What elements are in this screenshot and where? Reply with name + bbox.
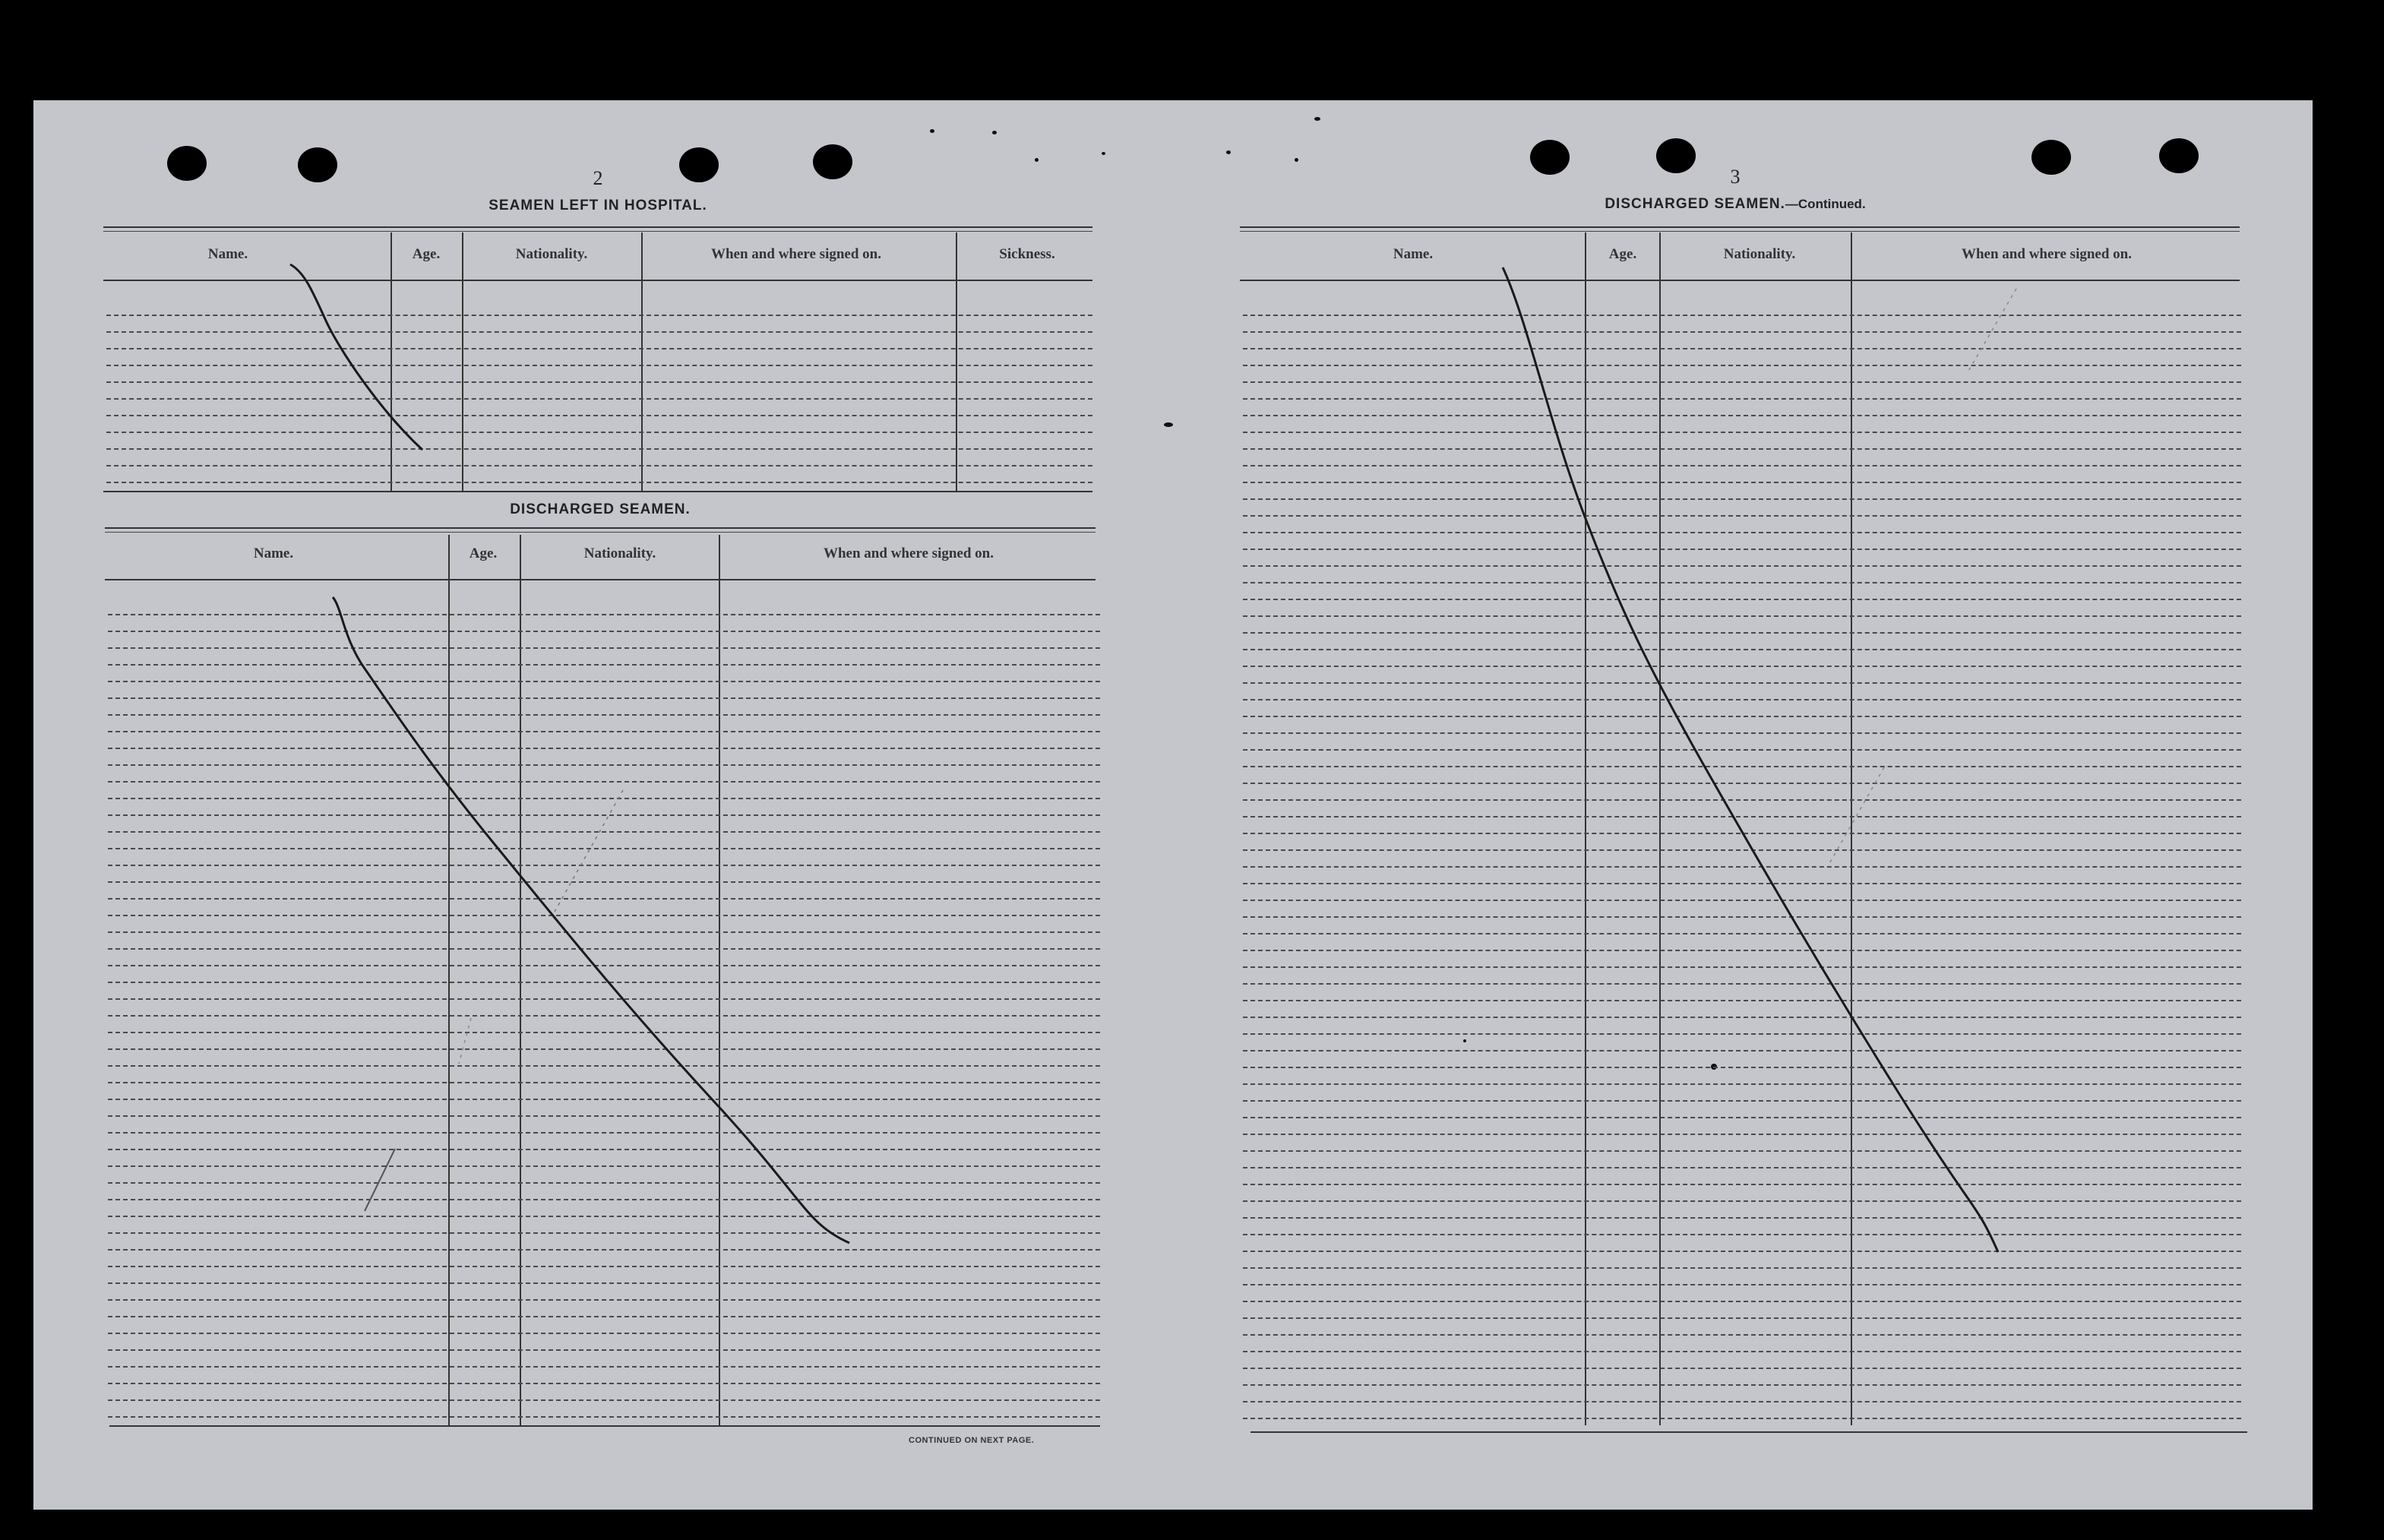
discharged-col-name: Name.	[253, 545, 294, 561]
discharged-section-title: DISCHARGED SEAMEN.	[510, 501, 691, 517]
right-section-title-main: DISCHARGED SEAMEN.	[1605, 196, 1785, 212]
faint-stroke	[1828, 767, 1884, 866]
cancel-stroke-hospital	[290, 264, 422, 450]
discharged-col-nationality: Nationality.	[583, 545, 656, 561]
hospital-col-sickness: Sickness.	[999, 246, 1055, 262]
left-page-number: 2	[593, 167, 603, 189]
cancel-stroke-right	[1503, 267, 1998, 1252]
discharged-col-signed-on: When and where signed on.	[823, 545, 994, 561]
hospital-section-title: SEAMEN LEFT IN HOSPITAL.	[488, 198, 707, 213]
discharged-col-age: Age.	[469, 545, 498, 561]
right-col-age: Age.	[1608, 246, 1637, 262]
right-col-signed-on: When and where signed on.	[1961, 246, 2133, 262]
right-section-title-suffix: —Continued.	[1785, 197, 1866, 211]
faint-stroke	[459, 1018, 471, 1064]
hospital-col-nationality: Nationality.	[515, 246, 588, 262]
hospital-col-age: Age.	[412, 246, 441, 262]
hospital-col-name: Name.	[207, 246, 248, 262]
hospital-col-signed-on: When and where signed on.	[710, 246, 882, 262]
faint-stroke	[365, 1149, 395, 1211]
cancel-stroke-discharged	[333, 597, 849, 1243]
right-col-nationality: Nationality.	[1723, 246, 1796, 262]
faint-stroke	[555, 790, 623, 912]
right-col-name: Name.	[1393, 246, 1434, 262]
right-page-number: 3	[1730, 166, 1741, 188]
continued-footer: CONTINUED ON NEXT PAGE.	[909, 1436, 1035, 1445]
faint-stroke	[1968, 289, 2016, 372]
